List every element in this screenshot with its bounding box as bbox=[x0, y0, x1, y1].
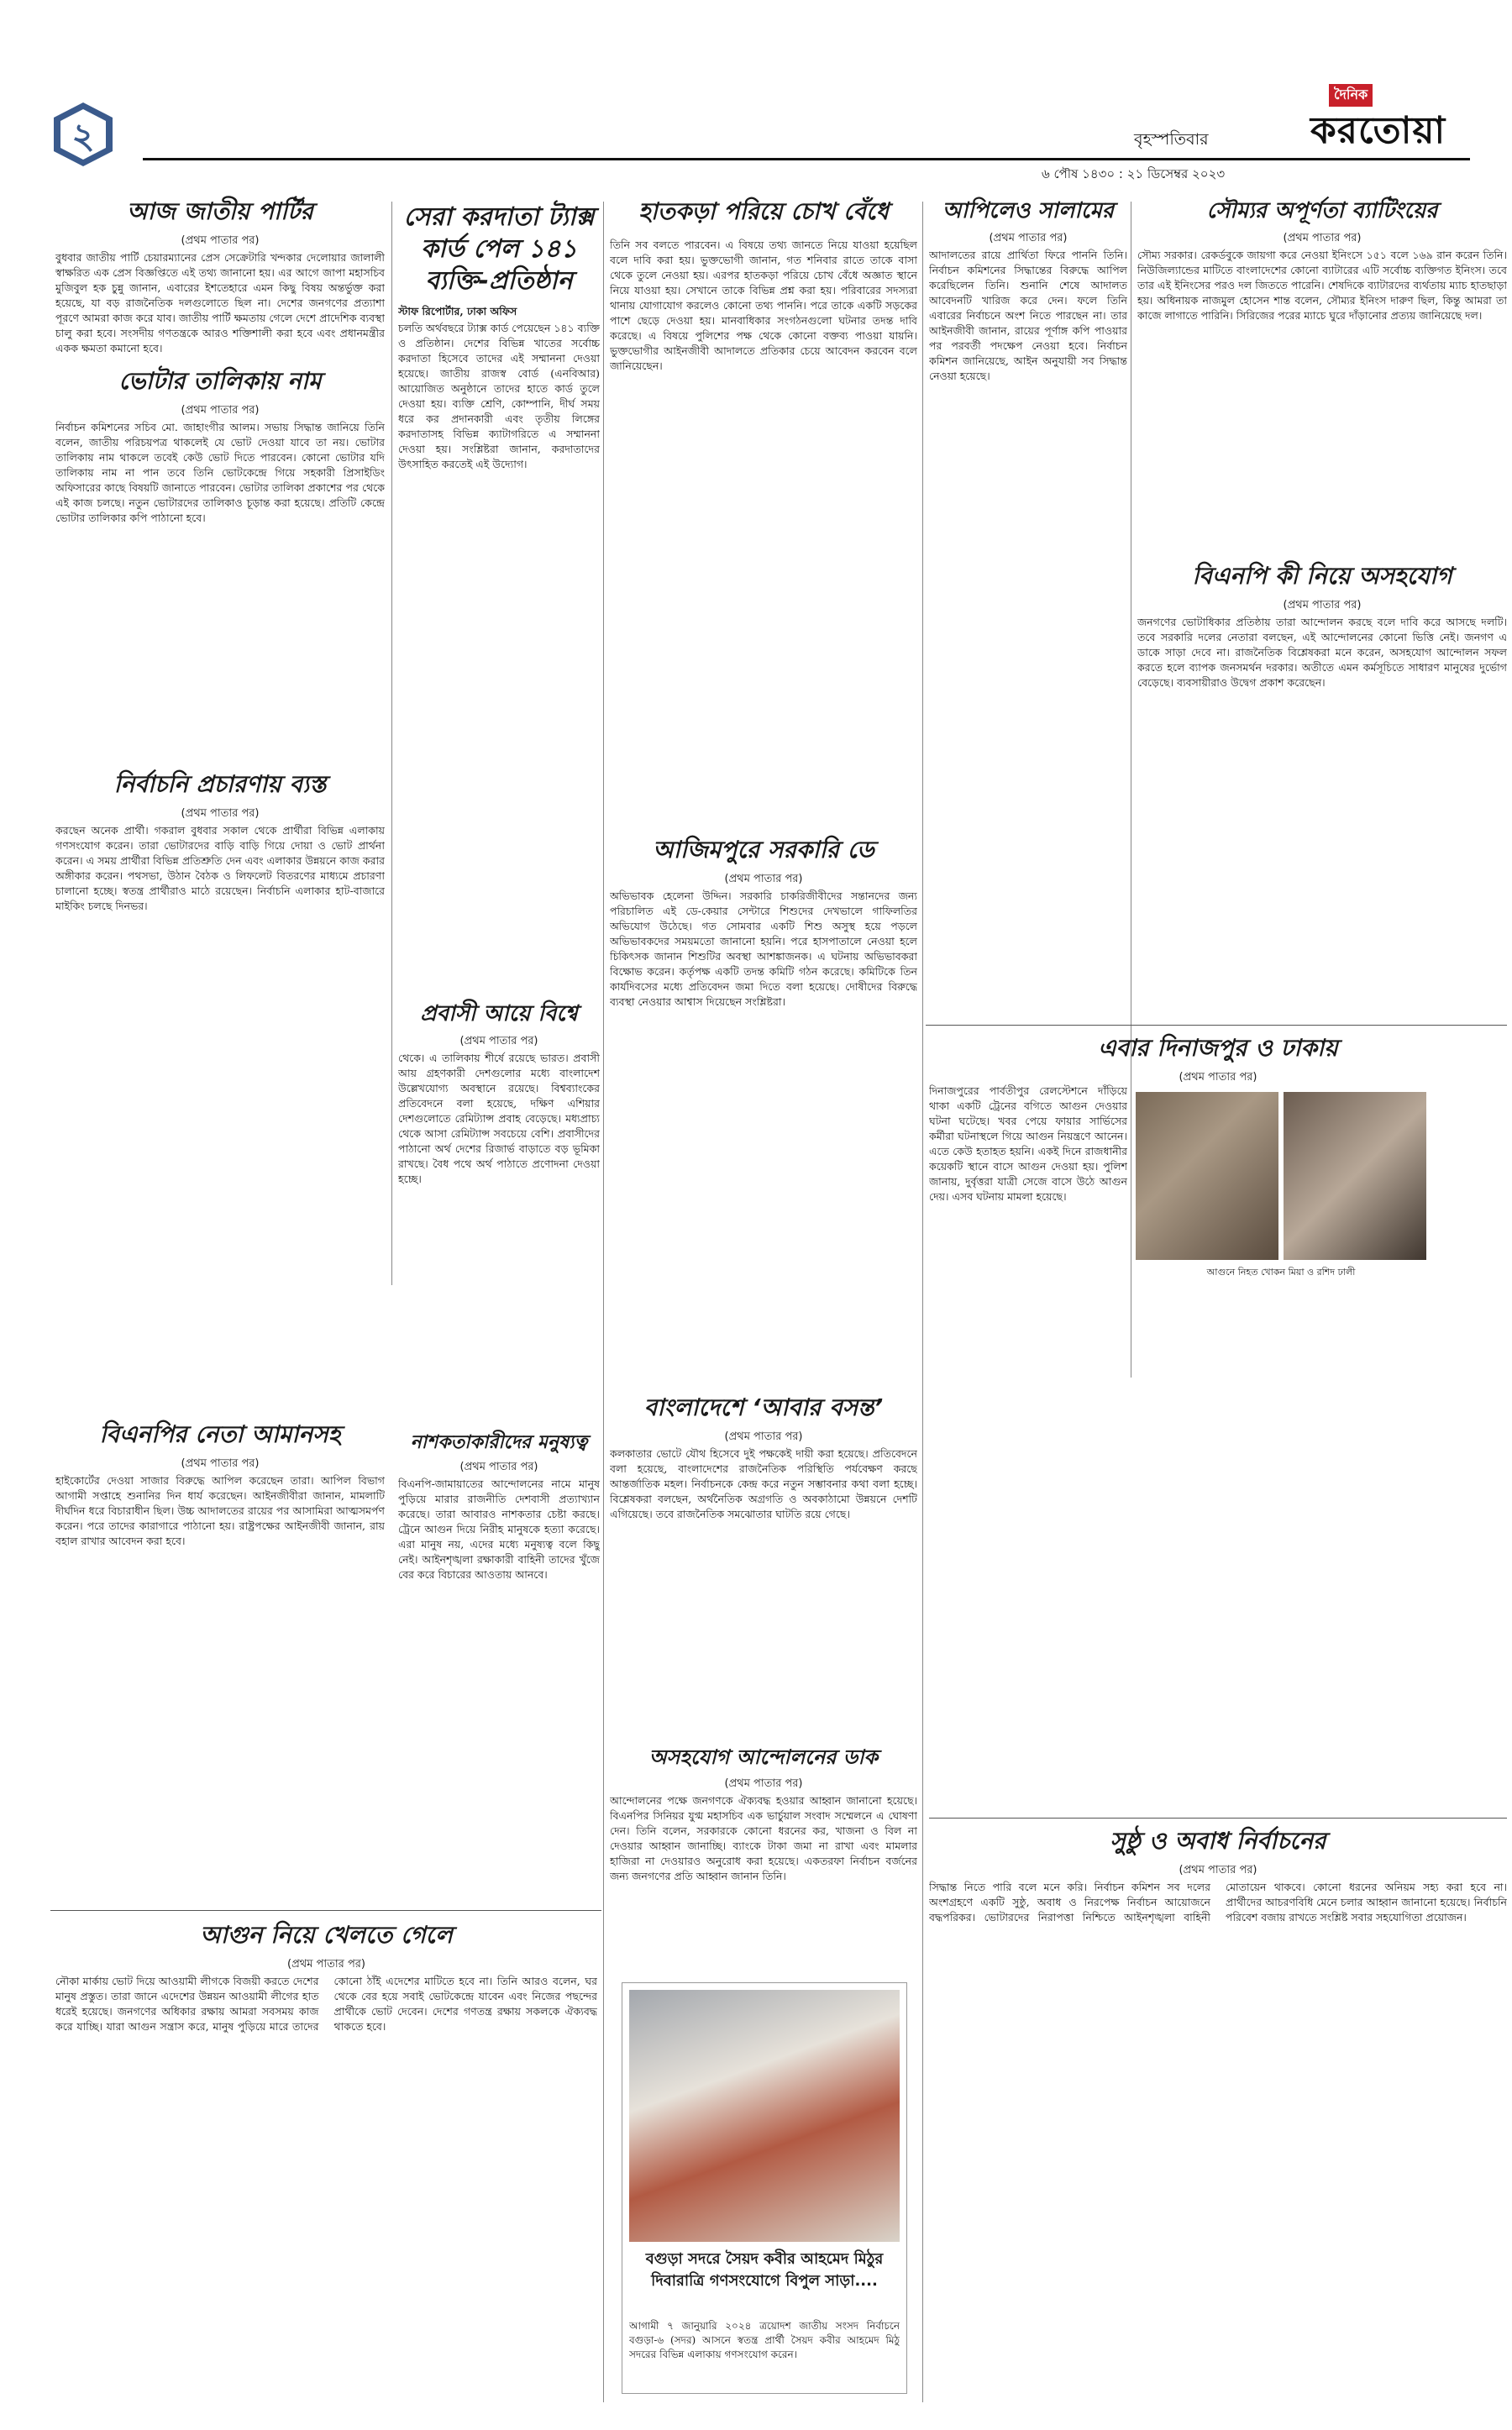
article-tax-card bbox=[398, 202, 600, 926]
article-bnp-non-cooperation bbox=[1137, 558, 1507, 1052]
article-body: বিএনপি-জামায়াতের আন্দোলনের নামে মানুষ পুড়িয়ে মারার রাজনীতি দেশবাসী প্রত্যাখ্যান করেছে। তারা আবারও নাশকতার চেষ্টা করছে। ট্রেনে আগুন দিয়ে নিরীহ মানুষকে হত্যা করেছে। এরা মানুষ নয়, এদের মধ্যে মনুষ্যত্ব বলে কিছু নেই। আইনশৃঙ্খলা রক্ষাকারী বাহিনী তাদের খুঁজে বের করে বিচারের আওতায় আনবে। bbox=[398, 1477, 600, 1581]
headline: সৌম্যর অপূর্ণতা ব্যাটিংয়ের bbox=[1206, 198, 1438, 223]
article-body: নির্বাচন কমিশনের সচিব মো. জাহাংগীর আলম। সভায় সিদ্ধান্ত জানিয়ে তিনি বলেন, জাতীয় পরিচয়পত্র থাকলেই যে ভোট দেওয়া যাবে তা নয়। ভোটার তালিকায় নাম থাকলে তবেই কেউ ভোট দিতে পারবেন। কোনো ভোটার যদি তালিকায় নাম না পান তবে তিনি ভোটকেন্দ্রে গিয়ে সহকারী প্রিসাইডিং অফিসারের কাছে বিষয়টি জানাতে পারবেন। ভোটার তালিকা প্রকাশের পর থেকে এই কাজ চলছে। নতুন ভোটারদের তালিকাও চূড়ান্ত করা হয়েছে। প্রতিটি কেন্দ্রে ভোটার তালিকার কপি পাঠানো হবে। bbox=[55, 421, 385, 524]
masthead-rule bbox=[143, 158, 1470, 160]
day-label: বৃহস্পতিবার bbox=[1134, 130, 1209, 149]
article-bnp-leader bbox=[55, 1416, 385, 1918]
headline: নাশকতাকারীদের মনুষ্যত্ব bbox=[410, 1432, 588, 1453]
article-body: আন্দোলনের পক্ষে জনগণকে ঐক্যবদ্ধ হওয়ার আহ্বান জানানো হয়েছে। বিএনপির সিনিয়র যুগ্ম মহাসচিব এক ভার্চুয়াল সংবাদ সম্মেলনে এ ঘোষণা দেন। তিনি বলেন, সরকারকে কোনো ধরনের কর, খাজনা ও বিল না দেওয়ার আহ্বান জানাচ্ছি। ব্যাংকে টাকা জমা না রাখা এবং মামলার হাজিরা না দেওয়ারও অনুরোধ করা হয়েছে। একতরফা নির্বাচন বর্জনের জন্য জনগণের প্রতি আহ্বান জানান তিনি। bbox=[610, 1794, 917, 1882]
section-rule bbox=[929, 1818, 1507, 1819]
article-playing-with-fire bbox=[55, 1917, 597, 2427]
headline: হাতকড়া পরিয়ে চোখ বেঁধে bbox=[638, 197, 889, 225]
headline: আজিমপুরে সরকারি ডে bbox=[653, 836, 874, 863]
article-handcuff bbox=[610, 193, 917, 842]
article-body: আদালতের রায়ে প্রার্থিতা ফিরে পাননি তিনি। নির্বাচন কমিশনের সিদ্ধান্তের বিরুদ্ধে আপিল করেছিলেন তিনি। শুনানি শেষে আদালত আবেদনটি খারিজ করে দেন। ফলে তিনি এবারের নির্বাচনে অংশ নিতে পারছেন না। তার আইনজীবী জানান, রায়ের পূর্ণাঙ্গ কপি পাওয়ার পর পরবর্তী পদক্ষেপ নেওয়া হবে। নির্বাচন কমিশন জানিয়েছে, আইন অনুযায়ী সব সিদ্ধান্ত নেওয়া হয়েছে। bbox=[929, 249, 1127, 382]
continued-label: (প্রথম পাতার পর) bbox=[1179, 1864, 1257, 1876]
article-body: করছেন অনেক প্রার্থী। গকরাল বুধবার সকাল থেকে প্রার্থীরা বিভিন্ন এলাকায় গণসংযোগ করেন। তারা ভোটারদের বাড়ি বাড়ি গিয়ে দোয়া ও ভোট প্রার্থনা করেন। এ সময় প্রার্থীরা বিভিন্ন প্রতিশ্রুতি দেন এবং এলাকার উন্নয়নে কাজ করার অঙ্গীকার করেন। পথসভা, উঠান বৈঠক ও লিফলেট বিতরণের মাধ্যমে প্রচারণা চালানো হচ্ছে। স্বতন্ত্র প্রার্থীরাও মাঠে রয়েছেন। নির্বাচনি এলাকার হাট-বাজারে মাইকিং চলছে দিনভর। bbox=[55, 824, 385, 912]
continued-label: (প্রথম পাতার পর) bbox=[1283, 599, 1362, 611]
headline: আপিলেও সালামের bbox=[942, 198, 1115, 223]
article-saboteurs bbox=[398, 1428, 600, 1930]
continued-label: (প্রথম পাতার পর) bbox=[181, 404, 260, 417]
photo-headline: বগুড়া সদরে সৈয়দ কবীর আহমেদ মিঠুর দিবারাত্রি গণসংযোগে বিপুল সাড়া.... bbox=[645, 2250, 884, 2290]
article-bangladesh-spring bbox=[610, 1389, 917, 1749]
article-non-cooperation bbox=[610, 1742, 917, 1970]
article-voter-list bbox=[55, 363, 385, 764]
photo-caption: আগুনে নিহত খোকন মিয়া ও রশিদ ঢালী bbox=[1206, 1267, 1356, 1278]
continued-label: (প্রথম পাতার পর) bbox=[287, 1958, 365, 1971]
victim-photo-right bbox=[1284, 1092, 1426, 1260]
continued-label: (প্রথম পাতার পর) bbox=[989, 232, 1068, 244]
headline: সুষ্ঠু ও অবাধ নির্বাচনের bbox=[1110, 1827, 1326, 1855]
continued-label: (প্রথম পাতার পর) bbox=[1179, 1071, 1257, 1084]
article-body: সৌম্য সরকার। রেকর্ডবুকে জায়গা করে নেওয়া ইনিংসে ১৫১ বলে ১৬৯ রান করেন তিনি। নিউজিল্যান্ডের মাটিতে বাংলাদেশের কোনো ব্যাটারের এটি সর্বোচ্চ ব্যক্তিগত ইনিংস। তবে তার এই ইনিংসের পরও দল জিততে পারেনি। শেষদিকে ব্যাটারদের ব্যর্থতায় ম্যাচ হাতছাড়া হয়। অধিনায়ক নাজমুল হোসেন শান্ত বলেন, সৌম্যর ইনিংস দারুণ ছিল, কিন্তু আমরা তা কাজে লাগাতে পারিনি। সিরিজের পরের ম্যাচে ঘুরে দাঁড়ানোর প্রত্যয় জানিয়েছে দল। bbox=[1137, 249, 1507, 322]
headline: আগুন নিয়ে খেলতে গেলে bbox=[200, 1921, 453, 1949]
headline: এবার দিনাজপুর ও ঢাকায় bbox=[1098, 1034, 1338, 1062]
headline: সেরা করদাতা ট্যাক্স কার্ড পেল ১৪১ ব্যক্তি-প্রতিষ্ঠান bbox=[403, 202, 595, 296]
headline: বিএনপি কী নিয়ে অসহযোগ bbox=[1192, 562, 1452, 590]
headline: নির্বাচনি প্রচারণায় ব্যস্ত bbox=[113, 770, 327, 798]
article-jatiya-party bbox=[55, 193, 385, 368]
paper-logo-name: করতোয়া bbox=[1310, 109, 1446, 152]
photo-caption-body: আগামী ৭ জানুয়ারি ২০২৪ ত্রয়োদশ জাতীয় সংসদ নির্বাচনে বগুড়া-৬ (সদর) আসনে স্বতন্ত্র প্রার্থী সৈয়দ কবীর আহমেদ মিঠু সদরের বিভিন্ন এলাকায় গণসংযোগ করেন। bbox=[629, 2320, 900, 2360]
article-body: সিদ্ধান্ত নিতে পারি বলে মনে করি। নির্বাচন কমিশন সব দলের অংশগ্রহণে একটি সুষ্ঠু, অবাধ ও নিরপেক্ষ নির্বাচন আয়োজনে বদ্ধপরিকর। ভোটারদের নিরাপত্তা নিশ্চিতে আইনশৃঙ্খলা বাহিনী মোতায়েন থাকবে। কোনো ধরনের অনিয়ম সহ্য করা হবে না। প্রার্থীদের আচরণবিধি মেনে চলার আহ্বান জানানো হয়েছে। নির্বাচনি পরিবেশ বজায় রাখতে সংশ্লিষ্ট সবার সহযোগিতা প্রয়োজন। bbox=[929, 1881, 1507, 1924]
continued-label: (প্রথম পাতার পর) bbox=[724, 873, 803, 885]
masthead bbox=[0, 0, 1512, 181]
article-fair-election bbox=[929, 1823, 1507, 2417]
article-azimpur-daycare bbox=[610, 832, 917, 1384]
column-rule bbox=[603, 202, 604, 2402]
article-body: জনগণের ভোটাধিকার প্রতিষ্ঠায় তারা আন্দোলন করছে বলে দাবি করে আসছে দলটি। তবে সরকারি দলের নেতারা বলছেন, এই আন্দোলনের কোনো ভিত্তি নেই। জনগণ এ ডাকে সাড়া দেবে না। রাজনৈতিক বিশ্লেষকরা মনে করেন, অসহযোগ আন্দোলন সফল করতে হলে ব্যাপক জনসমর্থন দরকার। অতীতে এমন কর্মসূচিতে সাধারণ মানুষের দুর্ভোগ বেড়েছে। ব্যবসায়ীরাও উদ্বেগ প্রকাশ করেছেন। bbox=[1137, 616, 1507, 689]
continued-label: (প্রথম পাতার পর) bbox=[724, 1777, 803, 1790]
continued-label: (প্রথম পাতার পর) bbox=[181, 1457, 260, 1470]
article-body: নৌকা মার্কায় ভোট দিয়ে আওয়ামী লীগকে বিজয়ী করতে দেশের মানুষ প্রস্তুত। তারা জানে এদেশের উন্নয়ন আওয়ামী লীগের হাত ধরেই হয়েছে। জনগণের অধিকার রক্ষায় আমরা সবসময় কাজ করে যাচ্ছি। যারা আগুন সন্ত্রাস করে, মানুষ পুড়িয়ে মারে তাদের কোনো ঠাঁই এদেশের মাটিতে হবে না। তিনি আরও বলেন, ঘর থেকে বের হয়ে সবাই ভোটকেন্দ্রে যাবেন এবং নিজের পছন্দের প্রার্থীকে ভোট দেবেন। দেশের গণতন্ত্র রক্ষায় সকলকে ঐক্যবদ্ধ থাকতে হবে। bbox=[55, 1975, 597, 2033]
photo-feature-center bbox=[622, 1982, 907, 2394]
headline: অসহযোগ আন্দোলনের ডাক bbox=[648, 1745, 879, 1769]
article-body: চলতি অর্থবছরে ট্যাক্স কার্ড পেয়েছেন ১৪১ ব্যক্তি ও প্রতিষ্ঠান। দেশের বিভিন্ন খাতের সর্বোচ্চ করদাতা হিসেবে তাদের এই সম্মাননা দেওয়া হয়েছে। জাতীয় রাজস্ব বোর্ড (এনবিআর) আয়োজিত অনুষ্ঠানে তাদের হাতে কার্ড তুলে দেওয়া হয়। ব্যক্তি শ্রেণি, কোম্পানি, দীর্ঘ সময় ধরে কর প্রদানকারী এবং তৃতীয় লিঙ্গের করদাতাসহ বিভিন্ন ক্যাটাগরিতে এ সম্মাননা দেওয়া হয়। সংশ্লিষ্টরা জানান, করদাতাদের উৎসাহিত করতেই এই উদ্যোগ। bbox=[398, 322, 600, 470]
continued-label: (প্রথম পাতার পর) bbox=[724, 1430, 803, 1443]
paper-logo bbox=[1310, 84, 1470, 156]
headline: বাংলাদেশে ‘আবার বসন্ত’ bbox=[643, 1393, 884, 1421]
article-body: অভিভাবক হেলেনা উদ্দিন। সরকারি চাকরিজীবীদের সন্তানদের জন্য পরিচালিত এই ডে-কেয়ার সেন্টারে শিশুদের দেখভালে গাফিলতির অভিযোগ উঠেছে। গত সোমবার একটি শিশু অসুস্থ হয়ে পড়লে অভিভাবকদের সময়মতো জানানো হয়নি। পরে হাসপাতালে নেওয়া হলে চিকিৎসক জানান শিশুটির অবস্থা আশঙ্কাজনক। এ ঘটনায় অভিভাবকরা বিক্ষোভ করেন। কর্তৃপক্ষ একটি তদন্ত কমিটি গঠন করেছে। কমিটিকে তিন কার্যদিবসের মধ্যে প্রতিবেদন জমা দিতে বলা হয়েছে। দোষীদের বিরুদ্ধে ব্যবস্থা নেওয়ার আশ্বাস দিয়েছেন সংশ্লিষ্টরা। bbox=[610, 890, 917, 1008]
continued-label: (প্রথম পাতার পর) bbox=[181, 807, 260, 820]
headline: বিএনপির নেতা আমানসহ bbox=[99, 1420, 341, 1448]
article-body: থেকে। এ তালিকায় শীর্ষে রয়েছে ভারত। প্রবাসী আয় গ্রহণকারী দেশগুলোর মধ্যে বাংলাদেশ উল্লেখযোগ্য অবস্থানে রয়েছে। বিশ্বব্যাংকের প্রতিবেদনে বলা হয়েছে, দক্ষিণ এশিয়ার দেশগুলোতে রেমিট্যান্স প্রবাহ বেড়েছে। মধ্যপ্রাচ্য থেকে আসা রেমিট্যান্স সবচেয়ে বেশি। প্রবাসীদের পাঠানো অর্থ দেশের রিজার্ভ বাড়াতে বড় ভূমিকা রাখছে। বৈধ পথে অর্থ পাঠাতে প্রণোদনা দেওয়া হচ্ছে। bbox=[398, 1052, 600, 1185]
article-election-campaign bbox=[55, 766, 385, 1411]
section-rule bbox=[926, 1025, 1507, 1026]
date-line: ৬ পৌষ ১৪৩০ : ২১ ডিসেম্বর ২০২৩ bbox=[1042, 166, 1226, 181]
headline: আজ জাতীয় পার্টির bbox=[127, 197, 313, 225]
headline: ভোটার তালিকায় নাম bbox=[118, 367, 322, 395]
article-body: বুধবার জাতীয় পার্টি চেয়ারম্যানের প্রেস সেক্রেটারি খন্দকার দেলোয়ার জালালী স্বাক্ষরিত এক প্রেস বিজ্ঞপ্তিতে এই তথ্য জানানো হয়। এর আগে জাপা মহাসচিব মুজিবুল হক চুন্নু জানান, এবারের ইশতেহারে এমন কিছু বিষয় অন্তর্ভুক্ত করা হয়েছে, যা বড় রাজনৈতিক দলগুলোতে ছিল না। দেশের জনগণের প্রত্যাশা পূরণে আমরা কাজ করে যাব। জাতীয় পার্টি ক্ষমতায় গেলে দেশে প্রাদেশিক ব্যবস্থা চালু করা হবে। সংসদীয় গণতন্ত্রকে আরও শক্তিশালী করা হবে এবং প্রধানমন্ত্রীর একক ক্ষমতা কমানো হবে। bbox=[55, 251, 385, 354]
victim-photo-left bbox=[1136, 1092, 1278, 1260]
campaign-photo bbox=[629, 1990, 900, 2242]
article-body: হাইকোর্টের দেওয়া সাজার বিরুদ্ধে আপিল করেছেন তারা। আপিল বিভাগ আগামী সপ্তাহে শুনানির দিন ধার্য করেছেন। আইনজীবীরা জানান, মামলাটি দীর্ঘদিন ধরে বিচারাধীন ছিল। উচ্চ আদালতের রায়ের পর আসামিরা আত্মসমর্পণ করেন। পরে তাদের কারাগারে পাঠানো হয়। রাষ্ট্রপক্ষের আইনজীবী জানান, রায় বহাল রাখার আবেদন করা হবে। bbox=[55, 1474, 385, 1547]
article-body: কলকাতার ভোটে যৌথ হিসেবে দুই পক্ষকেই দায়ী করা হয়েছে। প্রতিবেদনে বলা হয়েছে, বাংলাদেশের রাজনৈতিক পরিস্থিতি পর্যবেক্ষণ করছে আন্তর্জাতিক মহল। নির্বাচনকে কেন্দ্র করে নতুন সম্ভাবনার কথা বলা হচ্ছে। বিশ্লেষকরা বলছেন, অর্থনৈতিক অগ্রগতি ও অবকাঠামো উন্নয়নে দেশটি এগিয়েছে। তবে রাজনৈতিক সমঝোতার ঘাটতি রয়ে গেছে। bbox=[610, 1447, 917, 1520]
article-body: তিনি সব বলতে পারবেন। এ বিষয়ে তথ্য জানতে নিয়ে যাওয়া হয়েছিল বলে দাবি করা হয়। ভুক্তভোগী জানান, গত শনিবার রাতে তাকে বাসা থেকে তুলে নেওয়া হয়। এরপর হাতকড়া পরিয়ে চোখ বেঁধে অজ্ঞাত স্থানে নিয়ে যাওয়া হয়। সেখানে তাকে বিভিন্ন প্রশ্ন করা হয়। পরিবারের সদস্যরা থানায় যোগাযোগ করলেও কোনো তথ্য পাননি। পরে তাকে একটি সড়কের পাশে ছেড়ে দেওয়া হয়। মানবাধিকার সংগঠনগুলো ঘটনার তদন্ত দাবি করেছে। এ বিষয়ে পুলিশের পক্ষ থেকে কোনো বক্তব্য পাওয়া যায়নি। ভুক্তভোগীর আইনজীবী আদালতে প্রতিকার চেয়ে আবেদন করবেন বলে জানিয়েছেন। bbox=[610, 239, 917, 372]
continued-label: (প্রথম পাতার পর) bbox=[1283, 232, 1362, 244]
article-remittance bbox=[398, 996, 600, 1420]
page-number: ২ bbox=[71, 115, 95, 156]
headline: প্রবাসী আয়ে বিশ্বে bbox=[420, 1001, 578, 1026]
page-number-badge bbox=[50, 101, 116, 168]
paper-logo-small: দৈনিক bbox=[1329, 84, 1373, 107]
byline: স্টাফ রিপোর্টার, ঢাকা অফিস bbox=[398, 305, 517, 318]
continued-label: (প্রথম পাতার পর) bbox=[181, 234, 260, 247]
continued-label: (প্রথম পাতার পর) bbox=[459, 1461, 538, 1473]
article-appeal-salam bbox=[929, 193, 1127, 1046]
column-rule bbox=[922, 202, 923, 2402]
article-body: দিনাজপুরের পার্বতীপুর রেলস্টেশনে দাঁড়িয়ে থাকা একটি ট্রেনের বগিতে আগুন দেওয়ার ঘটনা ঘটেছে। খবর পেয়ে ফায়ার সার্ভিসের কর্মীরা ঘটনাস্থলে গিয়ে আগুন নিয়ন্ত্রণে আনেন। এতে কেউ হতাহত হয়নি। একই দিনে রাজধানীর কয়েকটি স্থানে বাসে আগুন দেওয়া হয়। পুলিশ জানায়, দুর্বৃত্তরা যাত্রী সেজে বাসে উঠে আগুন দেয়। এসব ঘটনায় মামলা হয়েছে। bbox=[929, 1084, 1127, 1203]
column-rule bbox=[391, 202, 392, 1285]
article-soumya-batting bbox=[1137, 193, 1507, 575]
continued-label: (প্রথম পাতার পর) bbox=[459, 1035, 538, 1047]
